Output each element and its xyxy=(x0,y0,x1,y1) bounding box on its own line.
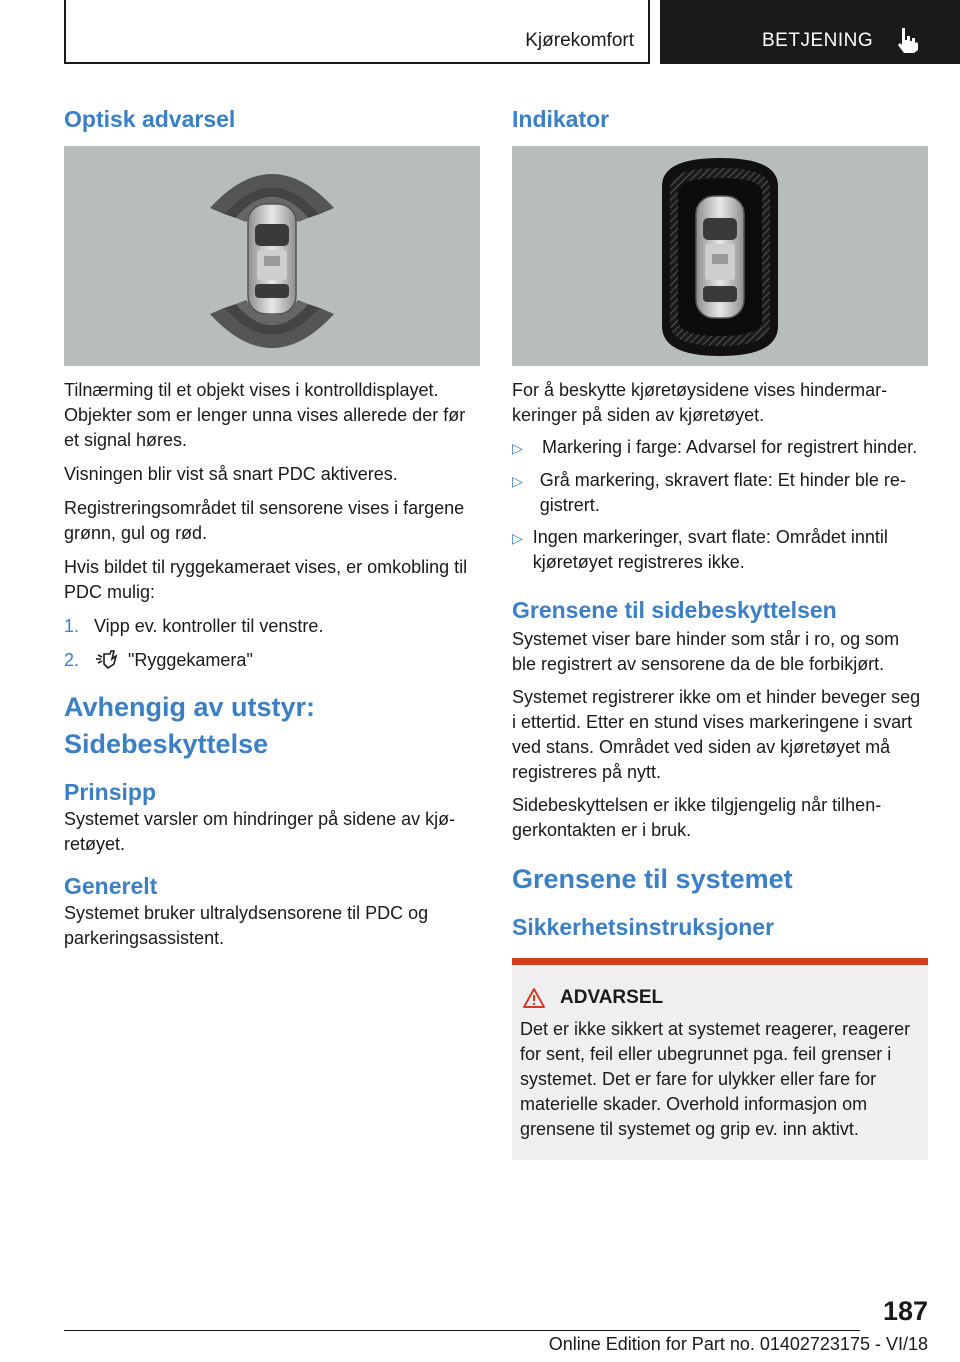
pdc-car-illustration xyxy=(64,146,480,366)
paragraph: Sidebeskyttelsen er ikke tilgjengelig når tilhengerkontakten er i bruk. xyxy=(512,795,882,840)
bullet-triangle-icon: ▷ xyxy=(512,530,523,546)
paragraph: Hvis bildet til ryggekameraet vises, er omkobling til PDC mulig: xyxy=(64,557,468,602)
list-text: Vipp ev. kontroller til venstre. xyxy=(94,616,324,636)
heading-optisk-advarsel: Optisk advarsel xyxy=(64,106,236,132)
list-item xyxy=(512,525,928,575)
paragraph: Systemet viser bare hinder som står i ro, og som ble registrert av sensorene da de ble forbikjørt. xyxy=(512,629,900,674)
section-title: Kjørekomfort xyxy=(525,30,634,51)
warning-box xyxy=(512,958,928,1160)
page-number: 187 xyxy=(882,1296,928,1326)
heading-indikator: Indikator xyxy=(512,106,610,132)
paragraph: Systemet registrerer ikke om et hinder beveger seg i ettertid. Etter en stund vises markeringene i svart ved stans. Området ved siden av kjøretøyet må registreres på nytt. xyxy=(512,687,921,782)
heading-generelt: Generelt xyxy=(64,873,158,899)
pdc-display-image xyxy=(64,146,480,366)
list-number: 1. xyxy=(64,616,80,636)
heading-avhengig-sidebeskyttelse: Avhengig av utstyr: Sidebeskyttelse xyxy=(64,692,316,759)
paragraph: Systemet bruker ultralydsensorene til PDC og parkeringsassistent. xyxy=(64,903,429,948)
list-number: 2. xyxy=(64,650,80,670)
paragraph: Registreringsområdet til sensorene vises i fargene grønn, gul og rød. xyxy=(64,498,465,543)
footer-edition: Online Edition for Part no. 01402723175 - VI/18 xyxy=(548,1334,928,1354)
warning-text: Det er ikke sikkert at systemet reagerer, reagerer for sent, feil eller ubegrunnet pga. feil grenser i systemet. Det er fare for ulykker eller fare for materielle skader. Overhold informasjon om grensene til systemet og grip ev. inn aktivt. xyxy=(520,1019,911,1139)
paragraph: For å beskytte kjøretøysidene vises hindermarkeringer på siden av kjøretøyet. xyxy=(512,380,888,425)
chapter-title: BETJENING xyxy=(762,30,874,51)
camera-parking-icon xyxy=(94,650,122,670)
side-protection-illustration xyxy=(512,146,928,366)
warning-title: ADVARSEL xyxy=(560,987,664,1008)
paragraph: Systemet varsler om hindringer på sidene av kjøretøyet. xyxy=(64,809,456,854)
warning-triangle-icon xyxy=(522,987,546,1009)
heading-sikkerhetsinstruksjoner: Sikkerhetsinstruksjoner xyxy=(512,914,775,940)
bullet-triangle-icon: ▷ xyxy=(512,440,523,456)
list-text: Grå markering, skravert flate: Et hinder ble registrert. xyxy=(539,470,906,515)
footer-divider xyxy=(64,1330,860,1331)
paragraph: Tilnærming til et objekt vises i kontrolldisplayet. Objekter som er lenger unna vises allerede der før et signal høres. xyxy=(64,380,466,450)
list-item xyxy=(512,468,928,518)
hand-pointer-icon xyxy=(894,26,920,54)
bullet-triangle-icon: ▷ xyxy=(512,473,523,489)
list-text: "Ryggekamera" xyxy=(128,650,253,670)
heading-grensene-systemet: Grensene til systemet xyxy=(512,864,793,894)
paragraph: Visningen blir vist så snart PDC aktiveres. xyxy=(64,464,398,484)
list-item xyxy=(64,648,480,673)
list-item xyxy=(64,614,480,639)
header-section-tab xyxy=(64,0,650,64)
right-column xyxy=(512,100,928,1160)
bullet-list xyxy=(512,435,928,575)
list-text: Ingen markeringer, svart flate: Området inntil kjøretøyet registreres ikke. xyxy=(532,527,888,572)
list-text: Markering i farge: Advarsel for registrert hinder. xyxy=(542,437,918,457)
left-column xyxy=(64,100,480,951)
list-item xyxy=(512,435,928,461)
side-protection-image xyxy=(512,146,928,366)
heading-grensene-sidebeskyttelsen: Grensene til sidebeskyttelsen xyxy=(512,597,837,623)
header-chapter-tab xyxy=(660,0,960,64)
heading-prinsipp: Prinsipp xyxy=(64,779,157,805)
warning-header xyxy=(522,987,920,1009)
ordered-list xyxy=(64,614,480,673)
